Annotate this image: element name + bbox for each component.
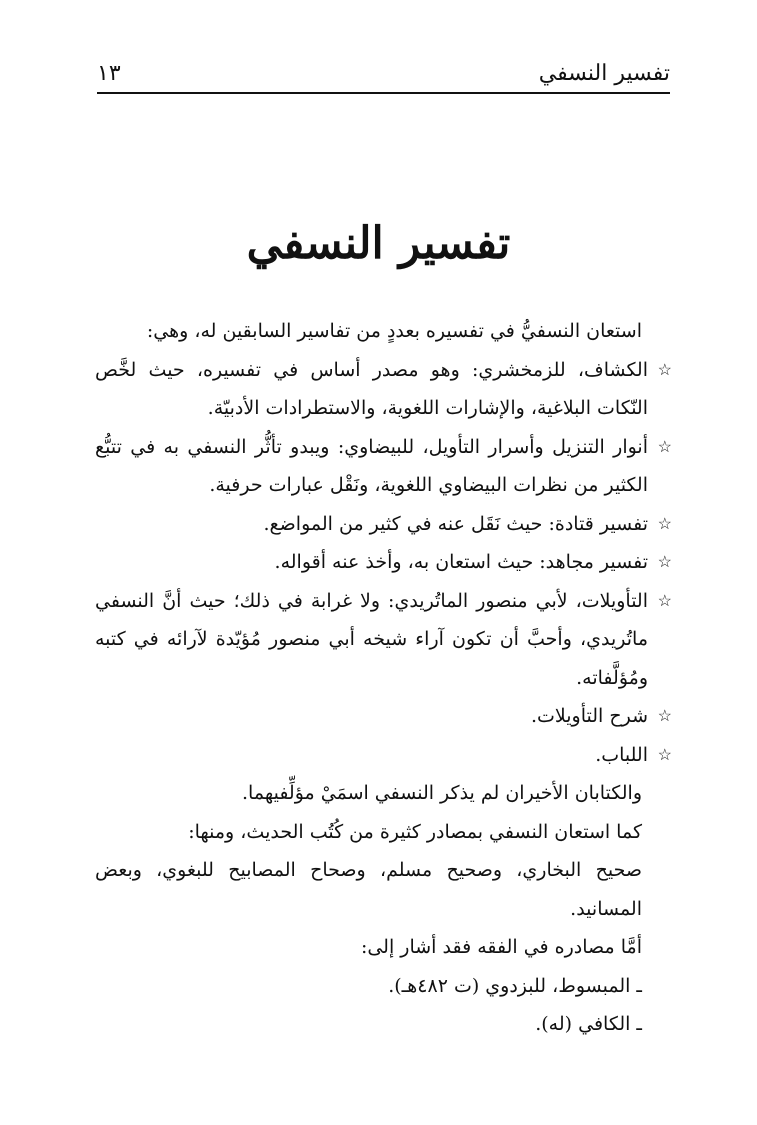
- source-item-text: شرح التأويلات.: [530, 705, 648, 727]
- source-item-sharh-tawilat: [95, 697, 672, 736]
- fiqh-intro: أمَّا مصادره في الفقه فقد أشار إلى:: [360, 936, 642, 958]
- fiqh-source-mabsut: ـ المبسوط، للبزدوي (ت ٤٨٢هـ).: [388, 974, 642, 997]
- fiqh-source-kafi: ـ الكافي (له).: [535, 1013, 642, 1035]
- source-item-text: الكشاف، للزمخشري: وهو مصدر أساس في تفسيره، حيث لخَّص النّكات البلاغية، والإشارات اللغوية، والاستطرادات الأدبيّة.: [95, 358, 648, 419]
- source-item-lubab: [95, 736, 672, 775]
- source-item-baydawi: [95, 428, 672, 505]
- running-title: تفسير النسفي: [538, 61, 670, 86]
- star-icon: ☆: [657, 706, 672, 725]
- source-item-text: تفسير قتادة: حيث نَقَل عنه في كثير من المواضع.: [263, 512, 648, 535]
- source-item-tawilat: [95, 582, 672, 698]
- source-item-text: تفسير مجاهد: حيث استعان به، وأخذ عنه أقواله.: [274, 551, 648, 573]
- star-icon: ☆: [657, 590, 672, 610]
- star-icon: ☆: [657, 513, 672, 533]
- running-header: [97, 58, 670, 94]
- star-icon: ☆: [657, 744, 672, 764]
- intro-paragraph: استعان النسفيُّ في تفسيره بعددٍ من تفاسير السابقين له، وهي:: [146, 320, 642, 342]
- star-icon: ☆: [657, 436, 672, 456]
- hadith-intro: كما استعان النسفي بمصادر كثيرة من كُتُب الحديث، ومنها:: [188, 820, 642, 843]
- source-item-text: اللباب.: [595, 743, 648, 766]
- page-body: [95, 312, 672, 1044]
- hadith-list: صحيح البخاري، وصحيح مسلم، وصحاح المصابيح للبغوي، وبعض المسانيد.: [95, 859, 642, 920]
- source-item-text: أنوار التنزيل وأسرار التأويل، للبيضاوي: ويبدو تأثُّر النسفي به في تتبُّع الكثير من نظرات البيضاوي اللغوية، ونَقْل عبارات حرفية.: [95, 435, 648, 496]
- source-item-mujahid: [95, 543, 672, 582]
- source-item-text: التأويلات، لأبي منصور الماتُريدي: ولا غرابة في ذلك؛ حيث أنَّ النسفي ماتُريدي، وأحبَّ أن تكون آراء شيخه أبي منصور مُؤيّدة لآرائه في كتبه ومُؤلَّفاته.: [95, 589, 648, 689]
- authors-note: والكتابان الأخيران لم يذكر النسفي اسمَيْ مؤلِّفيهما.: [242, 782, 642, 804]
- source-item-qatada: [95, 505, 672, 544]
- star-icon: ☆: [657, 552, 672, 571]
- source-item-kashshaf: [95, 351, 672, 428]
- chapter-title: تفسير النسفي: [246, 218, 511, 269]
- page-number: ١٣: [97, 61, 121, 86]
- star-icon: ☆: [657, 359, 672, 379]
